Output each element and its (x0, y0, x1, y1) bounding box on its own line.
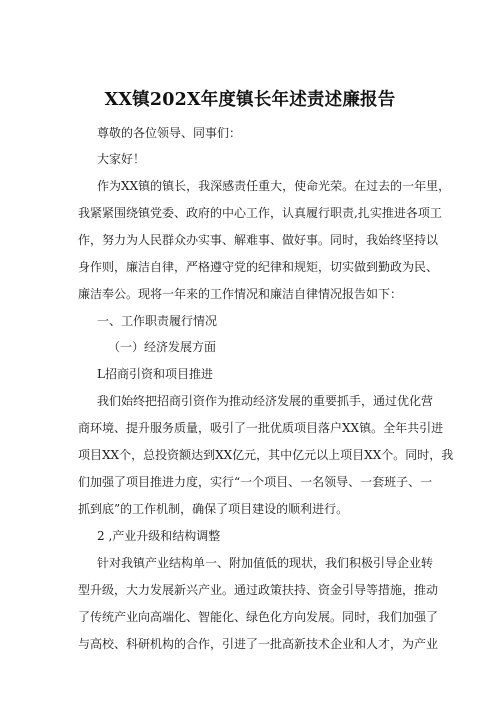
paragraph-line: 作为XX镇的镇长，我深感责任重大，使命光荣。在过去的一年里， (97, 179, 451, 193)
paragraph-line: 廉洁奉公。现将一年来的工作情况和廉洁自律情况报告如下： (78, 287, 403, 301)
item-heading: L招商引资和项目推进 (97, 367, 213, 381)
document-title: XX镇202X年度镇长年述责述廉报告 (104, 90, 396, 110)
paragraph-line: 我紧紧围绕镇党委、政府的中心工作，认真履行职责,扎实推进各项工 (78, 206, 442, 220)
paragraph-line: 了传统产业向高端化、智能化、绿色化方向发展。同时，我们加强了 (78, 610, 439, 624)
paragraph-line: 我们始终把招商引资作为推动经济发展的重要抓手，通过优化营 (97, 394, 434, 408)
subsection-heading: （一）经济发展方面 (108, 340, 217, 354)
item-heading: 2 ,产业升级和结构调整 (97, 529, 221, 543)
paragraph-line: 身作则，廉洁自律，严格遵守党的纪律和规矩，切实做到勤政为民、 (78, 260, 439, 274)
salutation-line: 尊敬的各位领导、同事们： (97, 126, 242, 140)
greeting-line: 大家好！ (97, 152, 146, 166)
paragraph-line: 商环境、提升服务质量，吸引了一批优质项目落户XX镇。全年共引进 (78, 421, 444, 435)
paragraph-line: 作，努力为人民群众办实事、解难事、做好事。同时，我始终坚持以 (78, 233, 439, 247)
paragraph-line: 们加强了项目推进力度，实行“一个项目、一名领导、一套班子、一 (78, 475, 433, 489)
paragraph-line: 抓到底”的工作机制，确保了项目建设的顺利进行。 (78, 502, 349, 516)
paragraph-line: 项目XX个，总投资额达到XX亿元，其中亿元以上项目XX个。同时，我 (78, 448, 454, 462)
paragraph-line: 与高校、科研机构的合作，引进了一批高新技术企业和人才，为产业 (78, 637, 439, 651)
paragraph-line: 针对我镇产业结构单一、附加值低的现状，我们积极引导企业转 (97, 556, 434, 570)
paragraph-line: 型升级，大力发展新兴产业。通过政策扶持、资金引导等措施，推动 (78, 583, 439, 597)
section-heading: 一、工作职责履行情况 (97, 314, 218, 328)
